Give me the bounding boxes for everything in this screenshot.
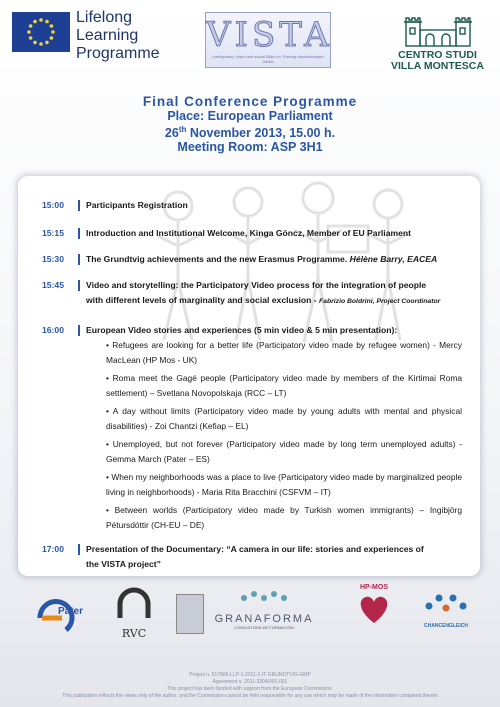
page-title: Final Conference Programme (142, 94, 358, 109)
agenda-time: 16:00 (42, 325, 64, 335)
agenda-text: Participants Registration (86, 200, 188, 210)
eu-flag-icon (12, 12, 70, 52)
footer (0, 672, 500, 700)
date-day: 26 (164, 126, 179, 141)
agenda-panel (18, 176, 480, 576)
footer-line: This publication reflects the views only of the author, and the Commission cannot be held responsible for any use which may be made of the information contained therein (62, 693, 438, 699)
agenda-time: 15:45 (42, 280, 64, 290)
time-divider (78, 325, 80, 336)
vista-logo-text: VISTA (206, 15, 333, 55)
conference-titles (0, 94, 500, 154)
agenda-text (86, 542, 462, 571)
agenda-title: The Grundtvig achievements and the new Erasmus Programme. (86, 254, 348, 264)
agenda-speaker: Fabrizio Boldrini, Project Coordinator (319, 297, 441, 305)
list-item: • When my neighborhoods was a place to live (Participatory video made by marginalized people living in neighborhoods) - Maria Rita Bracchini (CSFVM – IT) (106, 472, 462, 497)
time-divider (78, 280, 80, 291)
time-divider (78, 200, 80, 211)
footer-line: Agreement n. 2011-3304/001-001 (212, 679, 288, 685)
vista-logo-subtitle: participatory Video and social Skills for Training disadvantaged Adults (212, 54, 324, 64)
time-divider (78, 228, 80, 239)
footer-line: Project n. 517865-LLP-1-2011-1-IT-GRUNDTVIG-GMP (189, 672, 311, 678)
list-item: • Unemployed, but not forever (Participatory video made by long term unemployed adults) - Gemma March (Pater – ES) (106, 439, 462, 464)
list-item: • A day without limits (Participatory video made by young adults with mental and physical disabilities) - Zoi Chantzi (Kefiap – EL) (106, 406, 462, 431)
partner-logos (0, 580, 500, 644)
vista-logo (205, 12, 331, 68)
centro-studi-logo (385, 10, 490, 76)
agenda-time: 15:30 (42, 254, 64, 264)
horseshoe-icon (110, 584, 158, 622)
agenda-title-line: Presentation of the Documentary: “A camera in our life: stories and experiences of (86, 544, 424, 554)
agenda-text (86, 252, 462, 267)
granaforma-logo-subtitle: CONSULTORA DE FORMACIÓN (234, 625, 294, 630)
pater-logo (34, 588, 90, 636)
granaforma-logo (214, 586, 314, 636)
centro-line: VILLA MONTESCA (391, 60, 484, 72)
agenda-title-line: the VISTA project” (86, 558, 161, 569)
agenda-text: European Video stories and experiences (5 min video & 5 min presentation): (86, 325, 398, 335)
video-list (106, 338, 462, 536)
centro-line: CENTRO STUDI (398, 49, 477, 61)
agenda-title-line: with different levels of marginality and social exclusion - (86, 294, 317, 305)
footer-line: This project has been funded with support from the European Commission. (167, 686, 333, 692)
date-suffix: th (178, 125, 187, 134)
llp-line: Lifelong (76, 9, 133, 26)
place-line: Place: European Parliament (167, 109, 333, 123)
people-circle-icon (421, 588, 471, 618)
room-line: Meeting Room: ASP 3H1 (177, 140, 323, 155)
llp-line: Learning (76, 27, 139, 44)
time-divider (78, 544, 80, 555)
agenda-text (86, 278, 462, 309)
agenda-text: Introduction and Institutional Welcome, Kinga Göncz, Member of EU Parliament (86, 228, 412, 238)
hpmos-logo-text: HP-MOS (360, 584, 388, 591)
granaforma-logo-text: GRANAFORMA (214, 613, 314, 625)
chancengleich-logo (410, 588, 482, 636)
agenda-speaker: Hélène Barry, EACEA (349, 254, 438, 264)
list-item: • Between worlds (Participatory video made by Turkish women immigrants) – Ingibjörg Pétursdóttir (CH-EU – DE) (106, 505, 462, 530)
list-item: • Roma meet the Gagé people (Participatory video made by members of the Kirtimai Roma settlement) – Svetlana Novopolskaja (RCC – LT) (106, 373, 462, 398)
llp-title (76, 9, 160, 63)
header (0, 0, 500, 88)
kefiap-logo (176, 594, 204, 634)
rvc-logo (104, 584, 164, 640)
heart-icon (354, 591, 394, 627)
agenda-time: 15:15 (42, 228, 64, 238)
agenda-title-line: Video and storytelling: the Participatory Video process for the integration of people (86, 280, 427, 290)
chancengleich-logo-text: CHANCENGLEICH (424, 623, 468, 629)
list-item: • Refugees are looking for a better life (Participatory video made by refugee women) - Mercy MacLean (HP Mos - UK) (106, 340, 462, 365)
rvc-logo-text: RVC (121, 627, 147, 640)
dots-icon (234, 586, 294, 608)
villa-icon (398, 10, 478, 48)
agenda-time: 15:00 (42, 200, 64, 210)
time-divider (78, 254, 80, 265)
pater-logo-text: Pater (58, 606, 84, 617)
date-rest: November 2013, 15.00 h. (186, 126, 336, 141)
agenda-time: 17:00 (42, 544, 64, 554)
llp-line: Programme (76, 45, 160, 62)
date-line (0, 123, 500, 140)
hpmos-logo (346, 584, 402, 640)
